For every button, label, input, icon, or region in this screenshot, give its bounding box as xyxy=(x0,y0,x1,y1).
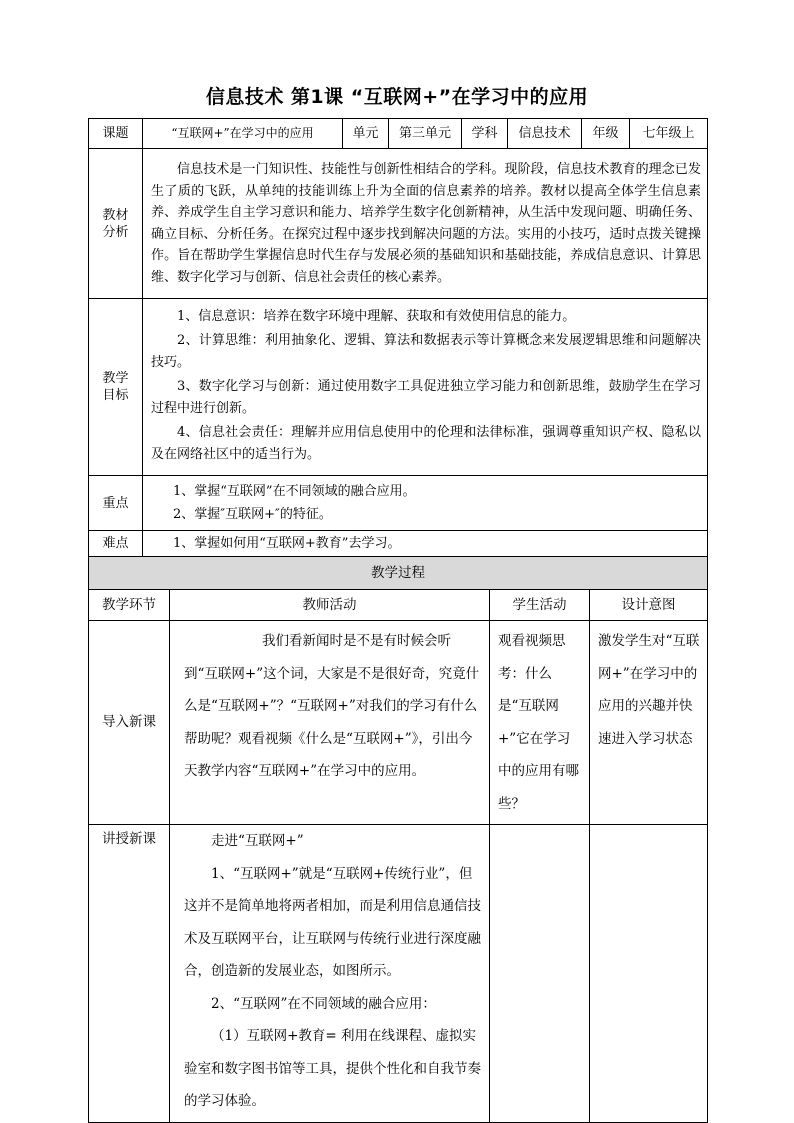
process-header: 教学过程 xyxy=(89,557,708,590)
key-points-list xyxy=(143,476,708,531)
key-point-item: 2、掌握″互联网+″的特征。 xyxy=(173,507,332,522)
new-lesson-row xyxy=(89,825,708,1123)
unit-value: 第三单元 xyxy=(389,119,462,149)
new-paragraph: 1、“互联网+”就是“互联网+传统行业”，但这并不是简单地将两者相加，而是利用信息通信技术及互联网平台，让互联网与传统行业进行深度融合，创造新的发展业态，如图所示。 xyxy=(184,865,481,979)
subject-value: 信息技术 xyxy=(508,119,582,149)
goals-list xyxy=(143,299,708,476)
lesson-info-table xyxy=(88,118,708,557)
analysis-row xyxy=(89,149,708,299)
goals-row xyxy=(89,299,708,476)
teaching-process-table xyxy=(88,556,708,1123)
column-header: 教师活动 xyxy=(170,590,490,621)
subject-label: 学科 xyxy=(462,119,508,149)
new-paragraph: 走进“互联网+” xyxy=(211,833,304,849)
new-lesson-teacher-activity xyxy=(170,825,490,1123)
goals-label: 教学目标 xyxy=(89,299,143,476)
key-points-label: 重点 xyxy=(89,476,143,531)
info-row xyxy=(89,119,708,149)
unit-label: 单元 xyxy=(343,119,389,149)
new-lesson-student-activity xyxy=(490,825,590,1123)
analysis-label: 教材分析 xyxy=(89,149,143,299)
topic-label: 课题 xyxy=(89,119,143,149)
intro-row xyxy=(89,621,708,825)
goal-item: 2、计算思维：利用抽象化、逻辑、算法和数据表示等计算概念来发展逻辑思维和问题解决技巧。 xyxy=(151,333,701,370)
intro-student-activity: 观看视频思考：什么是“互联网+”它在学习中的应用有哪些？ xyxy=(490,621,590,825)
difficulty-text: 1、掌握如何用“互联网+教育”去学习。 xyxy=(143,531,708,557)
goal-item: 1、信息意识：培养在数字环境中理解、获取和有效使用信息的能力。 xyxy=(177,308,576,324)
column-header: 设计意图 xyxy=(590,590,708,621)
difficulty-row xyxy=(89,531,708,557)
difficulty-label: 难点 xyxy=(89,531,143,557)
goal-item: 3、数字化学习与创新：通过使用数字工具促进独立学习能力和创新思维，鼓励学生在学习过程中进行创新。 xyxy=(151,379,701,416)
intro-teacher-activity: 我们看新闻时是不是有时候会听到“互联网+”这个词，大家是不是很好奇，究竟什么是“互联网+”？“互联网+”对我们的学习有什么帮助呢？观看视频《什么是“互联网+”》，引出今天教学内容“互联网+”在学习中的应用。 xyxy=(170,621,490,825)
intro-design-intent: 激发学生对“互联网+”在学习中的应用的兴趣并快速进入学习状态 xyxy=(590,621,708,825)
goal-item: 4、信息社会责任：理解并应用信息使用中的伦理和法律标准，强调尊重知识产权、隐私以及在网络社区中的适当行为。 xyxy=(151,425,701,462)
grade-value: 七年级上 xyxy=(630,119,708,149)
key-points-row xyxy=(89,476,708,531)
key-point-item: 1、掌握“互联网”在不同领域的融合应用。 xyxy=(173,484,416,499)
column-header: 教学环节 xyxy=(89,590,170,621)
intro-stage: 导入新课 xyxy=(89,621,170,825)
process-columns-row xyxy=(89,590,708,621)
analysis-text: 信息技术是一门知识性、技能性与创新性相结合的学科。现阶段，信息技术教育的理念已发生了质的飞跃，从单纯的技能训练上升为全面的信息素养的培养。教材以提高全体学生信息素养、养成学生自主学习意识和能力、培养学生数字化创新精神，从生活中发现问题、明确任务、确立目标、分析任务。在探究过程中逐步找到解决问题的方法。实用的小技巧，适时点拨关键操作。旨在帮助学生掌握信息时代生存与发展必须的基础知识和基础技能，养成信息意识、计算思维、数字化学习与创新、信息社会责任的核心素养。 xyxy=(143,149,708,299)
new-lesson-design-intent xyxy=(590,825,708,1123)
grade-label: 年级 xyxy=(582,119,630,149)
topic-value: “互联网+”在学习中的应用 xyxy=(143,119,343,149)
new-lesson-stage: 讲授新课 xyxy=(89,825,170,1123)
new-paragraph: 2、“互联网”在不同领域的融合应用： xyxy=(211,995,436,1012)
document-title: 信息技术 第1课 “互联网+”在学习中的应用 xyxy=(205,86,589,108)
new-paragraph: （1）互联网+教育= 利用在线课程、虚拟实验室和数字图书馆等工具，提供个性化和自我节奏的学习体验。 xyxy=(184,1028,481,1109)
column-header: 学生活动 xyxy=(490,590,590,621)
process-header-row xyxy=(89,557,708,590)
